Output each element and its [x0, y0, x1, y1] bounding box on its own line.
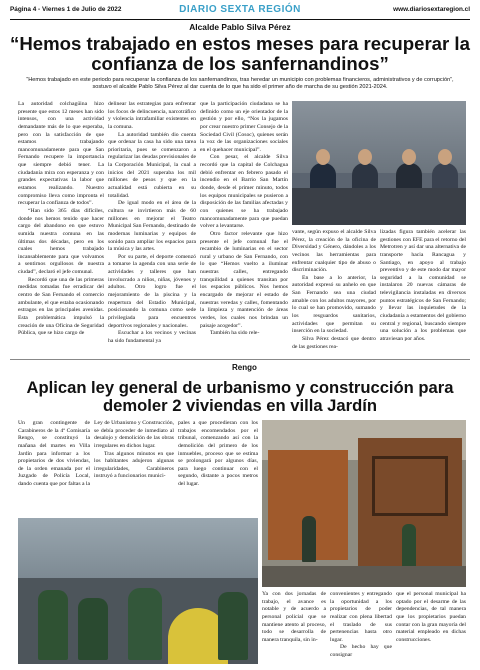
article1-column-3: [200, 101, 288, 355]
photo-worker: [302, 516, 316, 562]
article1-deck: “Hemos trabajado en este periodo para recuperar la confianza de los sanfernandinos, tras heredar un municipio con problemas financieros, administrativos y de corrupción”, sostuvo el alcalde Pablo Silva Pérez al dar cuenta de lo que ha sido el primer año de marcha de su gestión 2021-2024.: [26, 77, 454, 91]
demolition-photo: [262, 420, 466, 587]
photo-officer: [218, 592, 248, 660]
article2-column-3: [178, 420, 258, 516]
paragraph: La autoridad también dio cuenta que ordenar la casa ha sido una tarea prioritaria, pues se comenzaron a regularizar las deudas previsionales de la Corporación Municipal, la cual a inicios del 2021 superaba los mil millones de pesos y que en la actualidad está cubierta en su totalidad.: [108, 131, 196, 199]
paragraph: que la participación ciudadana se ha definido como un eje orientador de la gestión y por ello, “Nos la jugamos por crear nuestro primer Consejo de la Sociedad Civil (Cosoc), quienes serán la voz de las organizaciones sociales en el quehacer municipal”.: [200, 101, 288, 153]
paragraph: En base a lo anterior, la autoridad expresó su anhelo en que San Fernando sea una ciudad amable con los adultos mayores, por lo cual se han promovido, sumando los resguardos sanitarios, actividades que permitan su inserción en la sociedad.: [292, 274, 376, 335]
website-link[interactable]: www.diariosextaregion.cl: [393, 6, 470, 13]
paragraph: La autoridad colchagüina hizo presente que estos 12 meses han sido intensos, con una actividad demandante más de lo que esperaba, pero con la satisfacción de que estamos trabajando mancomunadamente para que San Fernando recupere la importancia que siempre debió tener. La ciudadanía mira con esperanza y con grandes expectativas la labor que estamos realizando. Nuestro compromiso lleva como impronta el recuperar la confianza de todos”.: [18, 101, 104, 207]
photo-person-head: [402, 149, 416, 165]
paragraph: Otro factor relevante que hizo presente el jefe comunal fue el recambio de luminarias en el sector rural y urbano de San Fernando, con lo que “Hemos vuelto a iluminar nuestras calles, entregando tranquilidad a quienes transitan por los espacios públicos. Nos hemos encargado de mejorar el estado de nuestras veredas y calles, fomentando la limpieza y mantención de áreas verdes, los cuales nos brindan un paisaje acogedor”.: [200, 230, 288, 329]
newspaper-name: DIARIO SEXTA REGIÓN: [179, 4, 301, 15]
alcalde-meeting-photo: [292, 101, 466, 225]
paragraph: Un gran contingente de Carabineros de la 4ª Comisaría Rengo, se constituyó la mañana del martes en Villa Jardín para informar a los propietarios de dos viviendas, de la orden emanada por el Juzgado de Policía Local, dando cuenta que por faltas a la: [18, 420, 90, 488]
paragraph: pales a que procedieran con los trabajos encomendados por el tribunal, comenzando así con la demolición del primero de los inmuebles, proceso que se estima se prolongará por algunos días, para luego continuar con el segundo, distante a pocos metros del lugar.: [178, 420, 258, 488]
paragraph: convenientes y entregando la oportunidad a los propietarios de poder realizar con plena libertad el traslado de sus pertenencias hasta otro lugar.: [330, 591, 392, 643]
paragraph: delinear las estrategias para enfrentar los focos de delincuencia, narcotráfico y violencia intrafamiliar existentes en la comuna.: [108, 101, 196, 130]
article1-column-2: [108, 101, 196, 355]
photo-person-head: [316, 149, 330, 165]
article2-column-5: [330, 591, 392, 663]
article1-column-1: [18, 101, 104, 355]
article-divider: [10, 359, 470, 360]
carabineros-photo: [18, 518, 258, 664]
article2-headline: Aplican ley general de urbanismo y construcción para demoler 2 viviendas en villa Jardín: [26, 378, 454, 415]
article2-column-4: [262, 591, 326, 663]
paragraph: Ya con dos jornadas de trabajo, el avance es notable y de acuerdo a personal policial que se mantiene atento al proceso, todo se desarrolla de manera tranquila, sin in-: [262, 591, 326, 643]
article1-column-4: [292, 229, 376, 353]
photo-officer: [128, 588, 162, 660]
photo-window-frame: [372, 456, 448, 516]
photo-desk: [292, 188, 466, 225]
paragraph: De hecho hay que consignar: [330, 644, 392, 659]
page-header: [10, 4, 470, 18]
paragraph: “Han sido 365 días difíciles, donde nos hemos tenido que hacer cargo del abandono en que estuvo sumida nuestra comuna en las últimas dos décadas, pero en los cuales hemos trabajado incansablemente para que volvamos a sentirnos orgullosos de nuestra ciudad”, declaró el jefe comunal.: [18, 207, 104, 276]
article2-column-2: [94, 420, 174, 516]
paragraph: Silva Pérez destacó que dentro de las gestiones rea-: [292, 335, 376, 350]
photo-officer: [78, 598, 108, 660]
paragraph: Por su parte, el deporte comenzó a tomarse la agenda con una serie de actividades y talleres que han involucrado a niños, niñas, jóvenes y adultos. Otro logro fue el mejoramiento de la piscina y la reapertura del Estadio Municipal, posicionando la comuna como sede privilegiada para encuentros deportivos regionales y nacionales.: [108, 253, 196, 329]
photo-officer: [38, 590, 68, 660]
photo-ground: [262, 566, 466, 587]
article2-kicker: Rengo: [232, 363, 257, 372]
header-divider: [10, 19, 470, 20]
paragraph: De igual modo en el área de la cultura se invirtieron más de 60 millones en mejorar el Teatro Municipal San Fernando, destinado de modernas luminarias y equipos de sonido para ampliar los espacios para la música y las artes.: [108, 200, 196, 253]
photo-person-head: [438, 149, 452, 165]
article1-kicker: Alcalde Pablo Silva Pérez: [189, 22, 291, 32]
article2-column-6: [396, 591, 466, 663]
paragraph: Ley de Urbanismo y Construcción, se debía proceder de inmediato al desalojo y demolición de las obras irregulares en dichos lugar.: [94, 420, 174, 449]
paragraph: Escuchar a los vecinos y vecinas ha sido fundamental ya: [108, 330, 196, 344]
paragraph: que el personal municipal ha optado por el desarme de las dependencias, de tal manera que los propietarios puedan contar con la gran mayoría del material empleado en dichas construcciones.: [396, 591, 466, 643]
photo-sky: [18, 518, 258, 578]
photo-worker: [402, 524, 416, 568]
paragraph: Con pesar, el alcalde Silva recordó que la capital de Colchagua debió enfrentar en febrero pasado el incendio en el Barrio San Martín donde, desde el primer minuto, todos los equipos municipales se pusieron a disposición de las familias afectadas y con quienes se ha trabajado mancomunadamente para que puedan volver a levantarse.: [200, 154, 288, 230]
page-info: Página 4 - Viernes 1 de Julio de 2022: [10, 6, 122, 13]
paragraph: También ha sido rele-: [210, 330, 260, 337]
article1-headline: “Hemos trabajado en estos meses para recuperar la confianza de los sanfernandinos”: [10, 33, 470, 74]
paragraph: vante, según expuso el alcalde Silva Pérez, la creación de la oficina de Diversidad y Género, dándoles a los vecinos las herramientas para enfrentar cualquier tipo de abuso o discriminación.: [292, 229, 376, 274]
article1-column-5: [380, 229, 466, 353]
paragraph: Tras algunos minutos en que los habitantes adujeron algunas irregularidades, Carabineros instruyó a funcionarios munici-: [94, 450, 174, 480]
article2-column-1: [18, 420, 90, 516]
paragraph: lizadas figura también acelerar las gestiones con EFE para el retorno del Metrotren y así dar una alternativa de transporte hacia Rancagua y Santiago, en apoyo al trabajo preventivo y de este modo dar mayor seguridad a la comunidad se instalaron 20 nuevas cámaras de televigilancia instaladas en diversos puntos estratégicos de San Fernando; y llevar las inquietudes de la ciudadanía a estamentos del gobierno central y regional, buscando siempre una solución a los problemas que atraviesan por años.: [380, 229, 466, 342]
paragraph: Recordó que una de las primeras medidas tomadas fue erradicar del centro de San Fernando el comercio ambulante, el que estaba ocasionando estragos en las principales avenidas. Esta problemática impulsó la creación de una Oficina de Seguridad Pública, que se hizo cargo de: [18, 276, 104, 337]
photo-person-head: [358, 149, 372, 165]
